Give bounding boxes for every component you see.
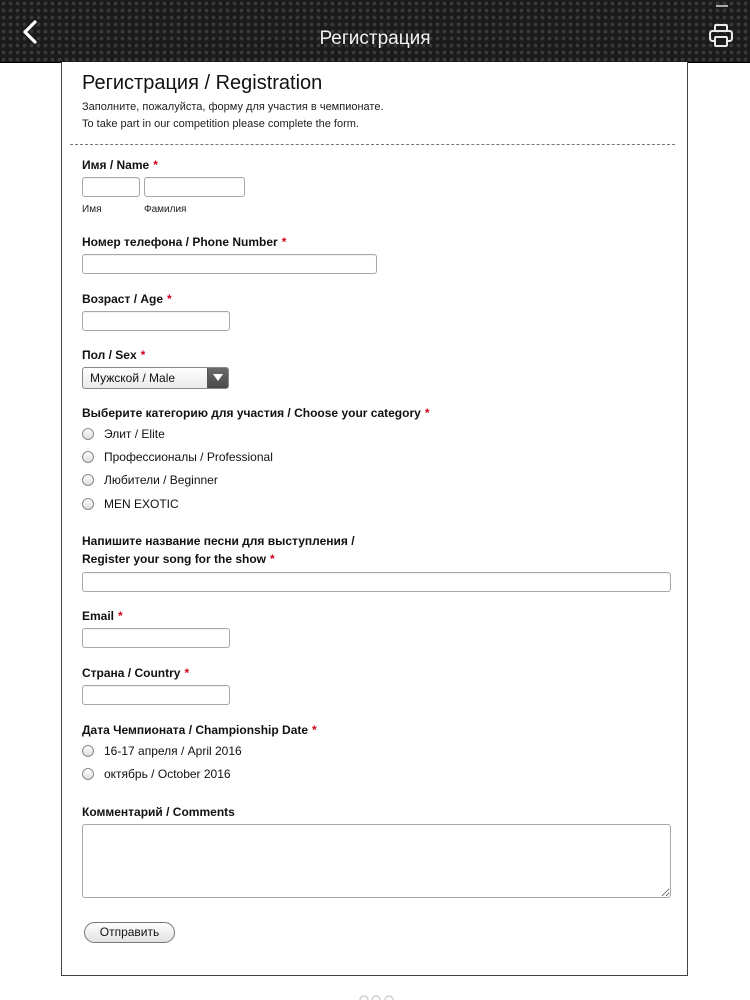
last-name-input[interactable] xyxy=(144,177,245,197)
required-mark: * xyxy=(281,235,287,249)
song-label-line1: Напишите название песни для выступления / xyxy=(82,534,355,548)
required-mark: * xyxy=(312,723,317,737)
name-label: Имя / Name * xyxy=(82,158,158,172)
country-input[interactable] xyxy=(82,685,230,705)
form-title: Регистрация / Registration xyxy=(82,72,323,94)
required-mark: * xyxy=(153,158,158,172)
required-mark: * xyxy=(167,292,172,306)
required-mark: * xyxy=(118,609,123,623)
chevron-left-icon xyxy=(21,19,39,45)
email-input[interactable] xyxy=(82,628,230,648)
print-button[interactable] xyxy=(708,24,738,54)
last-name-sublabel: Фамилия xyxy=(144,204,187,215)
song-label-line2: Register your song for the show * xyxy=(82,552,275,566)
required-mark: * xyxy=(140,348,146,362)
comments-label: Комментарий / Comments xyxy=(82,805,235,819)
radio-button[interactable] xyxy=(82,768,94,780)
category-option-elite[interactable]: Элит / Elite xyxy=(82,427,165,441)
age-label: Возраст / Age * xyxy=(82,292,172,306)
page-indicator-icon xyxy=(358,994,398,1000)
category-option-professional[interactable]: Профессионалы / Professional xyxy=(82,450,273,464)
first-name-sublabel: Имя xyxy=(82,204,102,215)
form-intro-ru: Заполните, пожалуйста, форму для участия в чемпионате. xyxy=(82,101,384,113)
status-indicator xyxy=(716,5,728,7)
required-mark: * xyxy=(184,666,190,680)
category-label: Выберите категорию для участия / Choose your category * xyxy=(82,406,430,420)
email-label: Email * xyxy=(82,609,123,623)
select-arrow xyxy=(207,368,228,388)
phone-label: Номер телефона / Phone Number * xyxy=(82,235,287,249)
category-option-beginner[interactable]: Любители / Beginner xyxy=(82,473,218,487)
required-mark: * xyxy=(424,406,430,420)
radio-button[interactable] xyxy=(82,428,94,440)
navigation-bar xyxy=(0,0,750,63)
radio-button[interactable] xyxy=(82,498,94,510)
form-divider xyxy=(70,144,675,145)
age-input[interactable] xyxy=(82,311,230,331)
sex-select-value: Мужской / Male xyxy=(90,371,176,385)
radio-button[interactable] xyxy=(82,745,94,757)
registration-form xyxy=(61,62,688,976)
date-label: Дата Чемпионата / Championship Date * xyxy=(82,723,317,737)
required-mark: * xyxy=(270,552,275,566)
comments-textarea[interactable] xyxy=(82,824,671,898)
first-name-input[interactable] xyxy=(82,177,140,197)
date-option-october[interactable]: октябрь / October 2016 xyxy=(82,767,231,781)
date-option-april[interactable]: 16-17 апреля / April 2016 xyxy=(82,744,242,758)
radio-button[interactable] xyxy=(82,451,94,463)
back-button[interactable] xyxy=(14,16,46,48)
country-label: Страна / Country * xyxy=(82,666,190,680)
song-input[interactable] xyxy=(82,572,671,592)
nav-title: Регистрация xyxy=(319,28,431,49)
radio-button[interactable] xyxy=(82,474,94,486)
printer-icon xyxy=(708,24,734,48)
sex-select[interactable] xyxy=(82,367,229,389)
submit-button[interactable]: Отправить xyxy=(84,922,175,943)
triangle-down-icon xyxy=(213,374,223,382)
form-intro-en: To take part in our competition please complete the form. xyxy=(82,118,359,130)
sex-label: Пол / Sex * xyxy=(82,348,146,362)
category-option-men-exotic[interactable]: MEN EXOTIC xyxy=(82,497,179,511)
phone-input[interactable] xyxy=(82,254,377,274)
